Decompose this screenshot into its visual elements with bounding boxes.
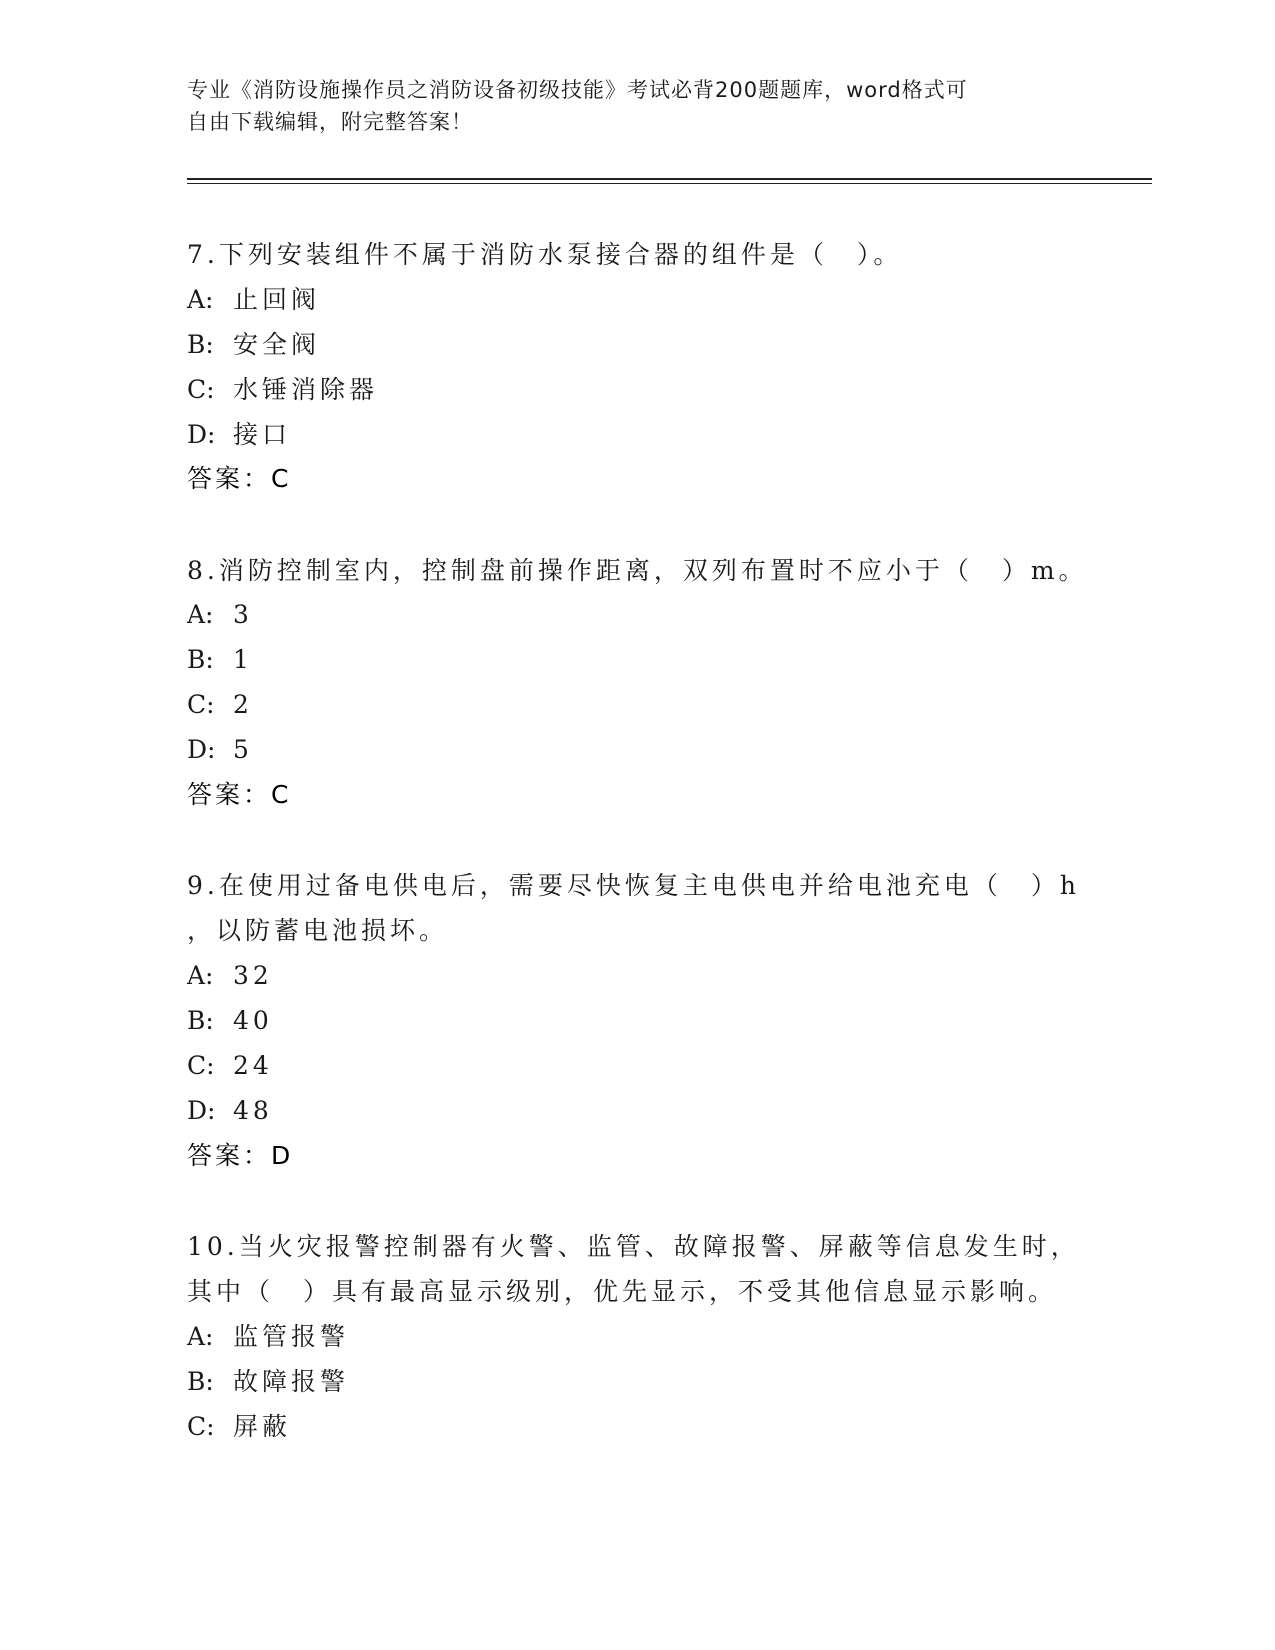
option-a: A: 32 bbox=[187, 961, 273, 990]
header-line-2: 自由下载编辑，附完整答案！ bbox=[187, 110, 473, 134]
option-a: A: 监管报警 bbox=[187, 1322, 350, 1351]
option-d: D: 48 bbox=[187, 1096, 273, 1125]
option-b: B: 故障报警 bbox=[187, 1367, 350, 1396]
option-c: C: 水锤消除器 bbox=[187, 375, 379, 404]
question-stem-continued: 其中（ ）具有最高显示级别，优先显示，不受其他信息显示影响。 bbox=[187, 1277, 1058, 1306]
option-d: D: 接口 bbox=[187, 420, 292, 449]
document-header bbox=[187, 74, 1067, 138]
answer: 答案：C bbox=[187, 464, 289, 493]
question-stem: 8.消防控制室内，控制盘前操作距离，双列布置时不应小于（ ）m。 bbox=[187, 556, 1088, 585]
question-stem: 9.在使用过备电供电后，需要尽快恢复主电供电并给电池充电（ ）h bbox=[187, 871, 1080, 900]
question-stem: 7.下列安装组件不属于消防水泵接合器的组件是（ ）。 bbox=[187, 240, 903, 269]
option-a: A: 3 bbox=[187, 600, 253, 629]
option-c: C: 2 bbox=[187, 690, 253, 719]
answer: 答案：D bbox=[187, 1141, 291, 1170]
option-b: B: 40 bbox=[187, 1006, 273, 1035]
header-divider-thick bbox=[187, 178, 1152, 180]
option-b: B: 1 bbox=[187, 645, 253, 674]
option-a: A: 止回阀 bbox=[187, 285, 321, 314]
question-stem: 10.当火灾报警控制器有火警、监管、故障报警、屏蔽等信息发生时， bbox=[187, 1232, 1080, 1261]
option-d: D: 5 bbox=[187, 735, 253, 764]
option-b: B: 安全阀 bbox=[187, 330, 321, 359]
header-line-1: 专业《消防设施操作员之消防设备初级技能》考试必背200题题库，word格式可 bbox=[187, 78, 968, 102]
option-c: C: 24 bbox=[187, 1051, 273, 1080]
header-divider-thin bbox=[187, 183, 1152, 184]
answer: 答案：C bbox=[187, 780, 289, 809]
option-c: C: 屏蔽 bbox=[187, 1412, 292, 1441]
question-stem-continued: ，以防蓄电池损坏。 bbox=[187, 916, 449, 945]
